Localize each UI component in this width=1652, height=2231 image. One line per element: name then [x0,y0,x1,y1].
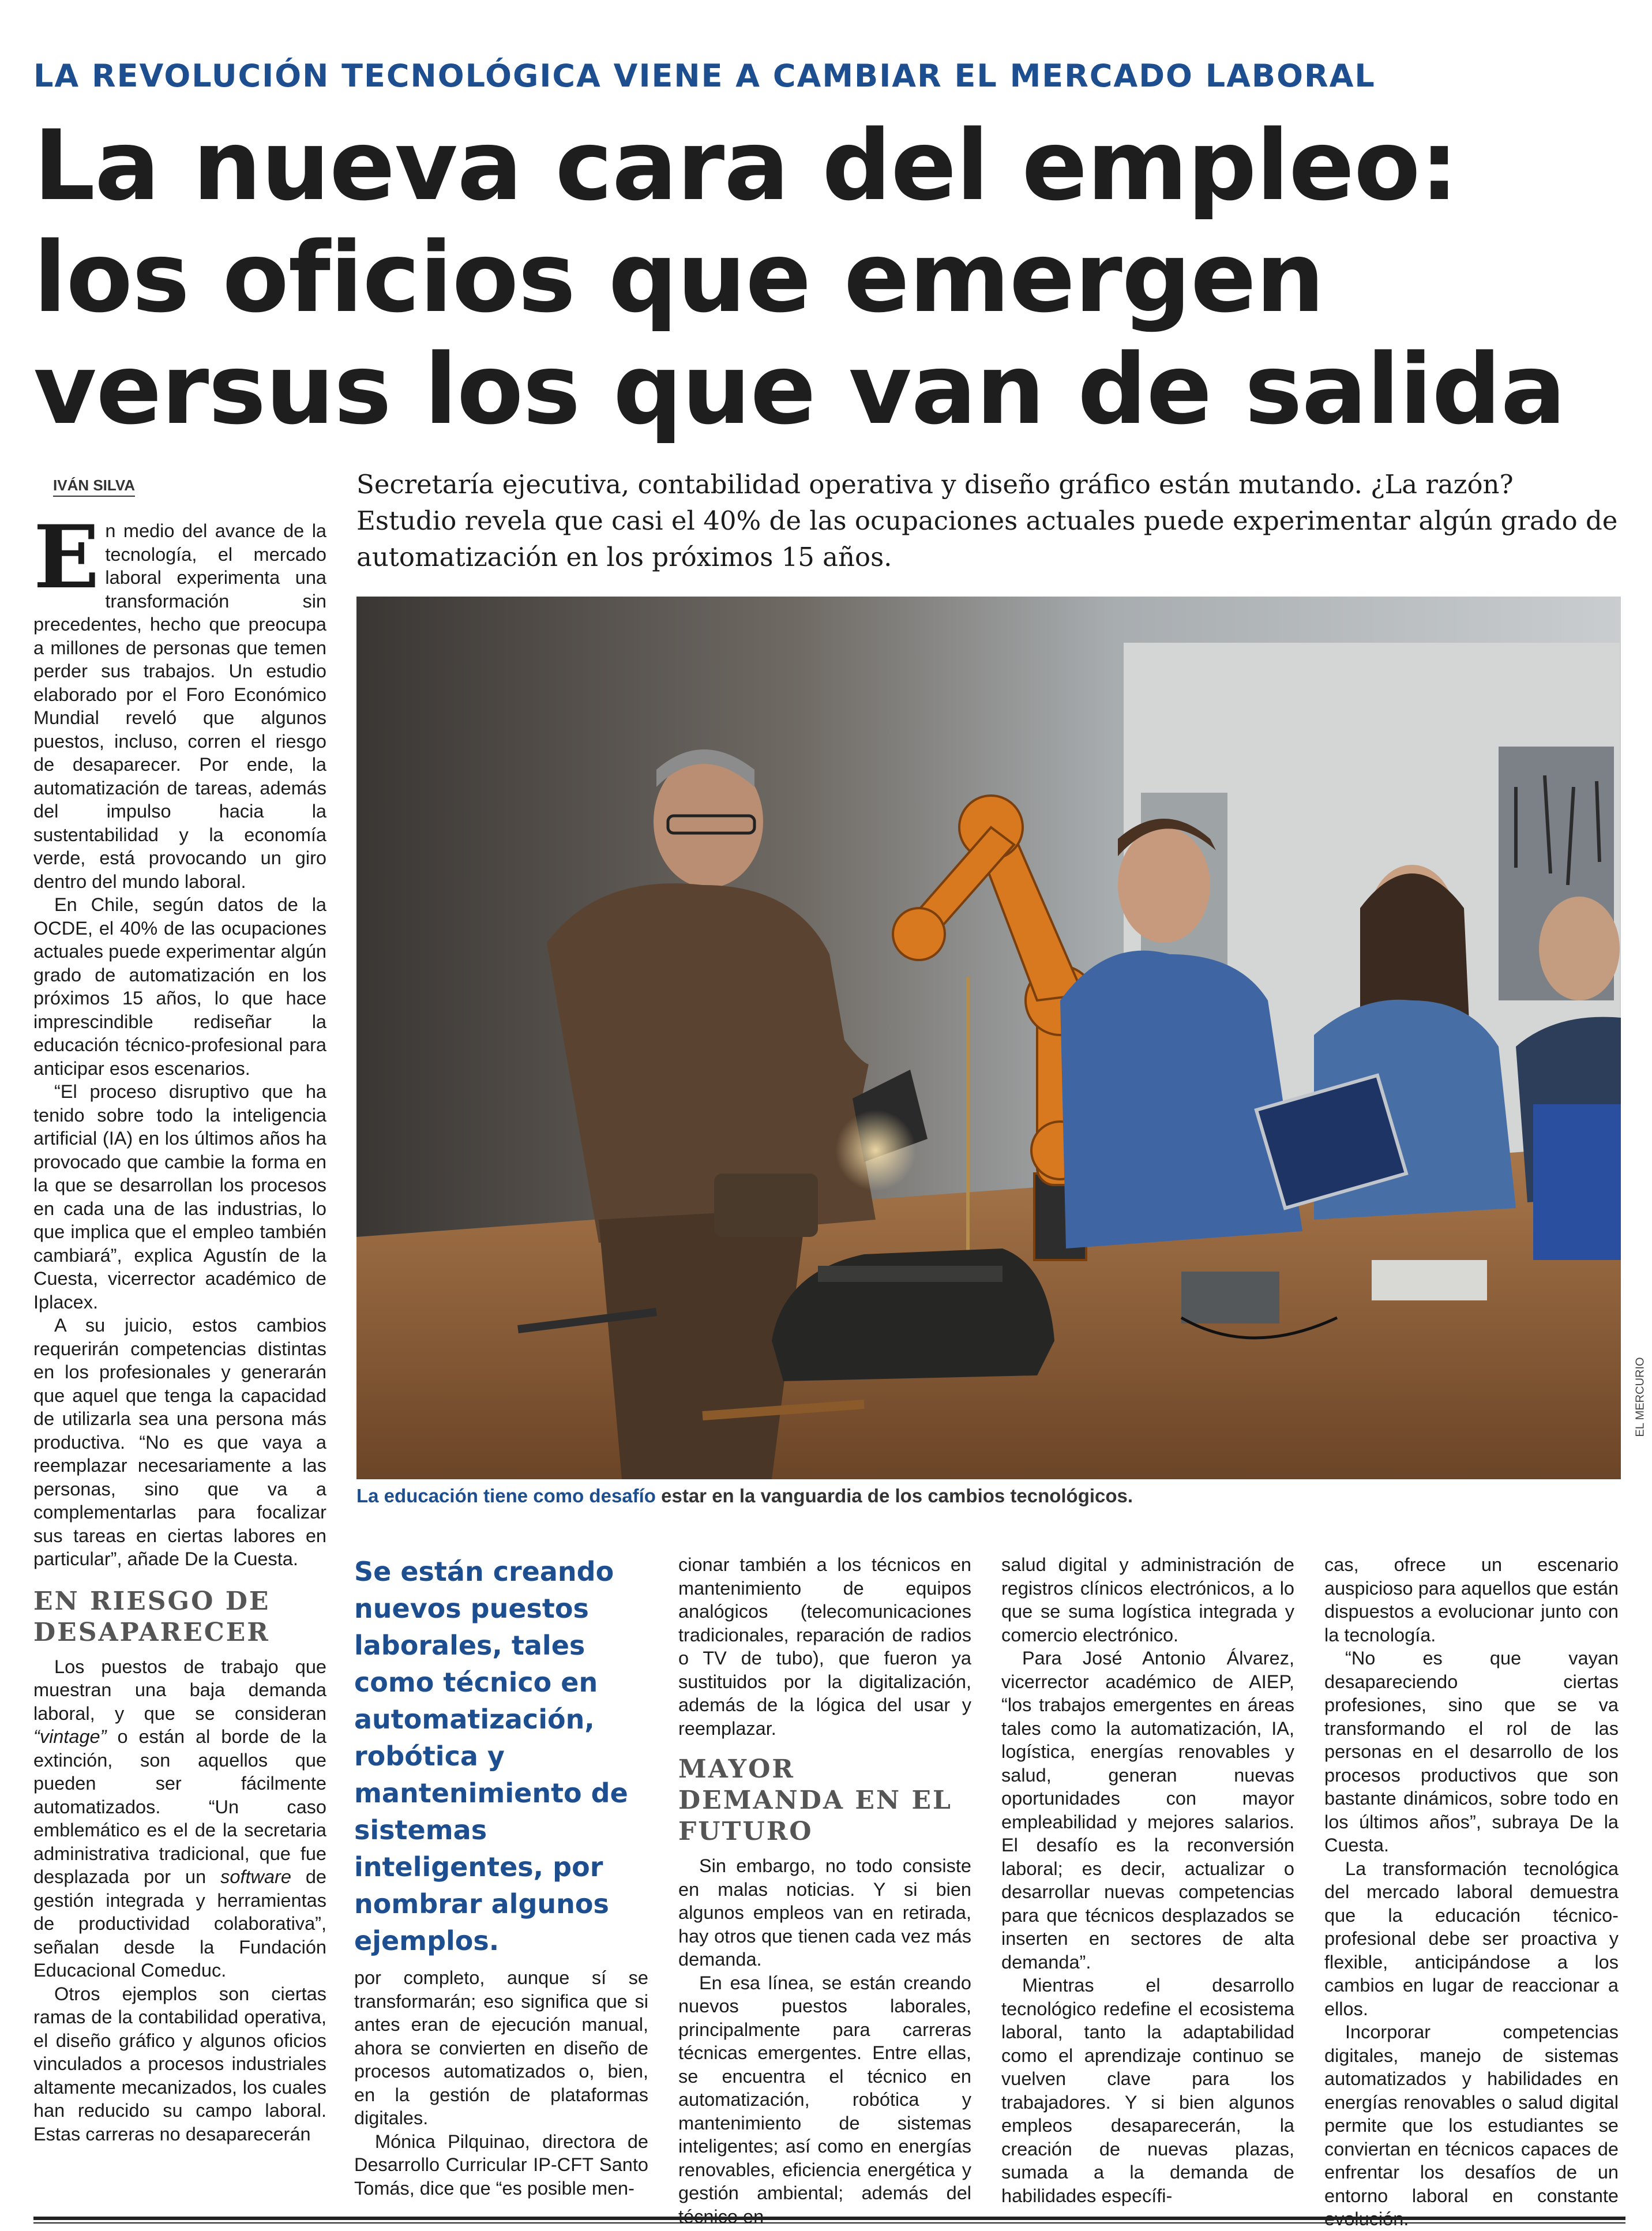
col3-paragraph-3: En esa línea, se están creando nuevos puestos laborales, principalmente para carreras técnicas emergentes. Entre ellas, se encuentra el técnico en automatización, robótica y mantenimiento de sistemas inteligentes; así como en energías renovables, eficiencia energética y gestión ambiental; además del [678,1972,971,2203]
col5-paragraph-2: “No es que vayan desapareciendo ciertas profesiones, sino que se va transformando el rol de las personas en el desarrollo de los procesos productivos que son bastante dinámicos, sobre todo en los últimos años”, subraya De la Cuesta. [1324,1648,1619,1855]
intro-paragraph-1: n medio del avance de la tecnología, el mercado laboral experimenta una transformación sin precedentes, hecho que preocupa a millones de personas que temen perder sus trabajos. Un estudio elaborado por el Foro Económico Mundial reveló que algunos puestos, incluso, corren el riesgo de desaparecer. Por ende, la automatización de tareas, además del impulso hacia la sustentabilidad y la economía verde, está provocando un giro dentro del mundo laboral. [33,520,326,892]
col4-paragraph-3: Mientras el desarrollo tecnológico redefine el ecosistema laboral, tanto la adaptabilidad como el aprendizaje continuo se vuelven clave para los trabajadores. Y si bien algunos empleos desaparecerán, la creación de nuevas plazas, sumada a la demanda de habilidades específi- [1001,1975,1294,2206]
column-1 [33,507,326,2146]
section1-paragraph-1: Los puestos de trabajo que muestran una baja demanda laboral, y que se consideran “vintage” o están al borde de la extinción, son aquellos que pueden ser fácilmente automatizados. “Un caso emblemático es el de la secretaria administrativa tradicional, que fue desplazada por un software de gestión integrada y herramientas de productividad colaborativa”, señalan desde la Fundación Educacional Comeduc. [33,1656,326,1981]
col3-paragraph-2: Sin embargo, no todo consiste en malas noticias. Y si bien algunos empleos van en retirada, hay otros que tienen cada vez más demanda. [678,1855,971,1970]
col4-paragraph-1: salud digital y administración de registros clínicos electrónicos, a lo que se suma logística integrada y comercio electrónico. [1001,1554,1294,1645]
vintage-term: “vintage” [33,1726,107,1747]
pull-quote: Se están creando nuevos puestos laborales, tales como técnico en automatización, robótica y mantenimiento de sistemas inteligentes, por nombrar algunos ejemplos. [354,1556,628,1956]
drop-cap: E [33,507,100,608]
column-4 [1001,1553,1294,2207]
caption-lead: La educación tiene como desafío [356,1485,656,1506]
col4-paragraph-2: Para José Antonio Álvarez, vicerrector académico de AIEP, “los trabajos emergentes en áreas tales como la automatización, IA, logística, energías renovables y salud, generan nuevas oportunidades con mayor empleabilidad y mejores salarios. El desafío es la reconversión laboral; es decir, actualizar o desarrollar nuevas competencias para que técnicos desplazados se inserten en sectores de alta demanda”. [1001,1648,1294,1973]
workshop-scene-image [356,597,1621,1479]
section1-paragraph-2: Otros ejemplos son ciertas ramas de la contabilidad operativa, el diseño gráfico y algunos oficios vinculados a procesos industriales altamente mecanizados, los cuales han reducido su campo laboral. Estas carreras no desaparecerán [33,1983,326,2144]
headline [33,110,1625,445]
bottom-rule [33,2217,1625,2220]
intro-paragraph-2: En Chile, según datos de la OCDE, el 40% de las ocupaciones actuales puede experimentar algún grado de automatización en los próximos 15 años, lo que hace imprescindible rediseñar la educación técnico-profesional para anticipar esos escenarios. [33,894,326,1079]
kicker: LA REVOLUCIÓN TECNOLÓGICA VIENE A CAMBIAR EL MERCADO LABORAL [33,58,1376,94]
column-3 [678,1553,971,2228]
deck: Secretaría ejecutiva, contabilidad operativa y diseño gráfico están mutando. ¿La razón? Estudio revela que casi el 40% de las ocupaciones actuales puede experimentar algún grado de automatización en los próximos 15 años. [356,469,1618,572]
headline-line-2: los oficios que emergen [33,221,1324,334]
byline: IVÁN SILVA [53,477,135,497]
intro-paragraph-4: A su juicio, estos cambios requerirán competencias distintas en los profesionales y generarán que aquel que tenga la capacidad de utilizarla sea una persona más productiva. “No es que vaya a reemplazar necesariamente a las personas, sino que va a complementarlas para focalizar sus tareas en ciertas labores en particular”, añade De la Cuesta. [33,1315,326,1569]
col5-paragraph-4: Incorporar competencias digitales, manejo de sistemas automatizados y habilidades en energías renovables o salud digital permite que los estudiantes se conviertan en técnicos capaces de enfrentar los desafíos de un entorno laboral en constante [1324,2022,1619,2206]
headline-line-1: La nueva cara del empleo: [33,109,1458,222]
software-term: software [220,1866,291,1887]
photo-credit: EL MERCURIO [1634,1357,1647,1437]
subhead-mayor-demanda: MAYOR DEMANDA EN EL FUTURO [678,1754,952,1846]
intro-paragraph-3: “El proceso disruptivo que ha tenido sobre todo la inteligencia artificial (IA) en los últimos años ha provocado que cambie la forma en la que se desarrollan los procesos en cada una de las industrias, lo que implica que el empleo también cambiará”, explica Agustín de la Cuesta, vicerrector académico de Iplacex. [33,1081,326,1313]
bottom-rule-thin [33,2222,1625,2223]
column-2 [354,1966,648,2200]
col2-paragraph-1: por completo, aunque sí se transformarán; eso significa que si antes eran de ejecución manual, ahora se convierten en diseño de procesos automatizados o, bien, en la gestión de plataformas digitales. [354,1967,648,2128]
subhead-en-riesgo: EN RIESGO DE DESAPARECER [33,1586,271,1647]
article-photo [356,597,1621,1479]
caption-rest: estar en la vanguardia de los cambios tecnológicos. [655,1485,1133,1506]
photo-caption [356,1485,1621,1507]
column-5 [1324,1553,1619,2231]
headline-line-3: versus los que van de salida [33,333,1565,446]
col5-paragraph-1: cas, ofrece un escenario auspicioso para aquellos que están dispuestos a evolucionar junto con la tecnología. [1324,1554,1619,1645]
col2-paragraph-2: Mónica Pilquinao, directora de Desarrollo Curricular IP-CFT Santo Tomás, dice que “es posible men- [354,2131,648,2199]
col3-paragraph-1: cionar también a los técnicos en mantenimiento de equipos analógicos (telecomunicaciones tradicionales, reparación de radios o TV de tubo), que fueron ya sustituidos por la digitalización, además de la lógica del usar y reemplazar. [678,1554,971,1739]
col5-paragraph-3: La transformación tecnológica del mercado laboral demuestra que la educación técnico-profesional debe ser proactiva y flexible, anticipándose a los cambios en lugar de reaccionar a ellos. [1324,1858,1619,2019]
